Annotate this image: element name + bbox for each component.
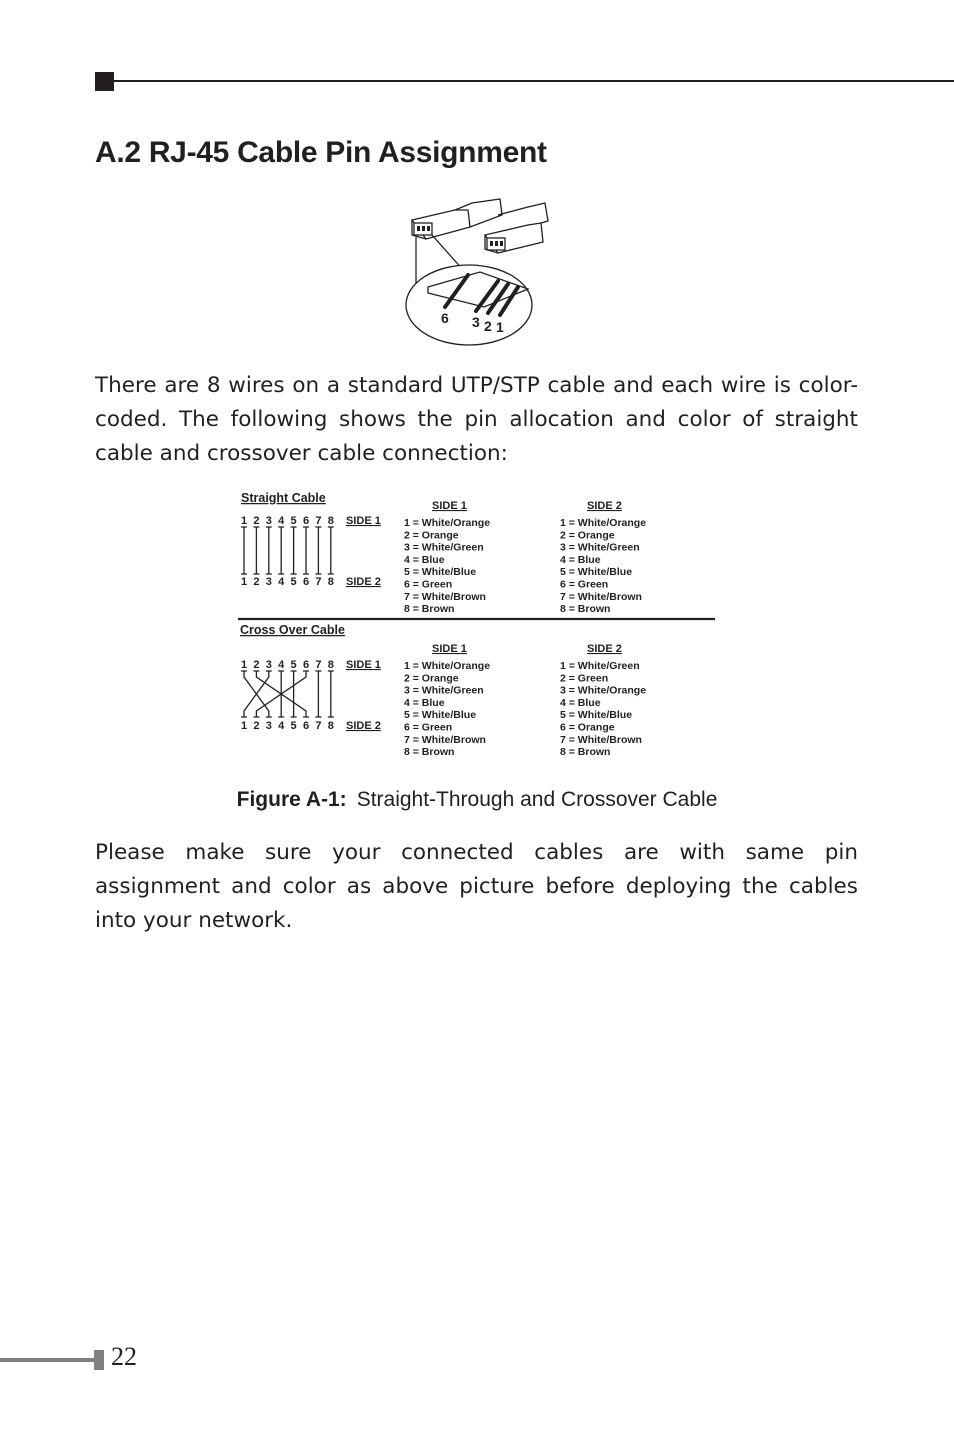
crossover-wire [241, 671, 272, 717]
crossover-side1-tag: SIDE 1 [346, 659, 381, 671]
straight-wire [241, 527, 247, 574]
straight-side2-tag: SIDE 2 [346, 576, 381, 588]
section-heading: A.2 RJ-45 Cable Pin Assignment [95, 136, 547, 169]
straight-side2-entry: 6 = Green [560, 578, 609, 591]
plug-pin-label: 2 [484, 318, 492, 334]
crossover-pin-bottom: 1 [240, 720, 248, 732]
straight-pin-top: 8 [327, 515, 334, 527]
page-footer [0, 1340, 200, 1380]
straight-side2-entry: 3 = White/Green [560, 541, 640, 554]
crossover-side1-header: SIDE 1 [432, 643, 467, 655]
crossover-side2-entry: 4 = Blue [560, 696, 601, 709]
crossover-side2-entry: 6 = Orange [560, 721, 615, 734]
straight-side2-entry: 8 = Brown [560, 603, 611, 616]
straight-pin-top: 2 [253, 515, 260, 527]
straight-side1-entry: 3 = White/Green [404, 541, 484, 554]
crossover-side1-entry: 6 = Green [404, 721, 453, 734]
straight-wire [328, 527, 334, 574]
figure-caption-label: Figure A-1: [236, 788, 347, 811]
straight-wire [291, 527, 297, 574]
crossover-pin-bottom: 4 [278, 720, 285, 732]
crossover-pin-top: 2 [253, 659, 260, 671]
straight-side2-entry: 4 = Blue [560, 553, 601, 566]
page-number: 22 [111, 1342, 137, 1371]
header-square [95, 72, 114, 91]
plug-pin-label: 6 [441, 310, 449, 326]
straight-pin-bottom: 2 [253, 576, 260, 588]
crossover-side1-entry: 1 = White/Orange [404, 660, 491, 672]
straight-wire [253, 527, 259, 574]
crossover-side2-entry: 1 = White/Green [560, 660, 640, 672]
crossover-pin-top: 6 [302, 659, 310, 671]
straight-pin-top: 5 [290, 515, 297, 527]
straight-side2-entry: 7 = White/Brown [560, 590, 642, 603]
straight-side1-entry: 7 = White/Brown [404, 590, 486, 603]
crossover-pin-bottom: 8 [327, 720, 334, 732]
straight-pin-bottom: 3 [265, 576, 272, 588]
crossover-wire [315, 671, 321, 717]
crossover-pin-bottom: 6 [302, 720, 310, 732]
footer-line [0, 1358, 96, 1362]
crossover-pin-top: 7 [315, 659, 322, 671]
intro-paragraph: There are 8 wires on a standard UTP/STP cable and each wire is color-coded. The following shows the pin allocation and color of straight cable and crossover cable connection: [95, 373, 858, 466]
straight-side1-entry: 8 = Brown [404, 603, 455, 616]
crossover-side1-entry: 7 = White/Brown [404, 733, 486, 746]
crossover-side2-entry: 7 = White/Brown [560, 733, 642, 746]
straight-pin-top: 6 [302, 515, 310, 527]
crossover-pin-bottom: 2 [253, 720, 260, 732]
straight-pin-bottom: 1 [240, 576, 248, 588]
straight-side1-entry: 2 = Orange [404, 529, 459, 542]
straight-side2-header: SIDE 2 [587, 500, 622, 512]
crossover-side2-entry: 8 = Brown [560, 746, 611, 759]
straight-side1-tag: SIDE 1 [346, 515, 381, 527]
straight-side2-entry: 5 = White/Blue [560, 566, 633, 579]
page-header-rule [95, 70, 954, 92]
straight-pin-top: 7 [315, 515, 322, 527]
crossover-pin-bottom: 5 [290, 720, 297, 732]
straight-side2-entry: 1 = White/Orange [560, 517, 647, 529]
straight-side1-entry: 1 = White/Orange [404, 517, 491, 529]
plug-pin-label: 3 [472, 314, 480, 330]
crossover-pin-top: 8 [327, 659, 334, 671]
crossover-wire [328, 671, 334, 717]
crossover-wire [291, 671, 297, 717]
crossover-side2-tag: SIDE 2 [346, 720, 381, 732]
straight-side1-entry: 5 = White/Blue [404, 566, 477, 579]
straight-pin-top: 1 [240, 515, 248, 527]
straight-cable-title: Straight Cable [241, 491, 326, 505]
crossover-pin-top: 3 [265, 659, 272, 671]
crossover-side1-entry: 8 = Brown [404, 746, 455, 759]
straight-wire [278, 527, 284, 574]
crossover-side1-entry: 5 = White/Blue [404, 709, 477, 722]
straight-pin-bottom: 8 [327, 576, 334, 588]
straight-side1-header: SIDE 1 [432, 500, 467, 512]
crossover-pin-top: 5 [290, 659, 297, 671]
straight-pin-top: 3 [265, 515, 272, 527]
rj45-plug-illustration [400, 195, 560, 355]
straight-wire [315, 527, 321, 574]
crossover-cable-title: Cross Over Cable [240, 623, 345, 637]
straight-pin-bottom: 7 [315, 576, 322, 588]
crossover-side2-entry: 2 = Green [560, 672, 609, 685]
crossover-side2-entry: 3 = White/Orange [560, 684, 647, 697]
figure-caption-text: Straight-Through and Crossover Cable [356, 788, 718, 811]
crossover-pin-bottom: 7 [315, 720, 322, 732]
straight-pin-top: 4 [278, 515, 285, 527]
straight-pin-bottom: 4 [278, 576, 285, 588]
crossover-pin-bottom: 3 [265, 720, 272, 732]
crossover-side1-entry: 3 = White/Green [404, 684, 484, 697]
crossover-pin-top: 4 [278, 659, 285, 671]
closing-paragraph: Please make sure your connected cables are with same pin assignment and color as above picture before deploying the cables into your network. [95, 840, 858, 933]
straight-pin-bottom: 6 [302, 576, 310, 588]
crossover-pin-top: 1 [240, 659, 248, 671]
straight-side1-entry: 4 = Blue [404, 553, 445, 566]
header-line [114, 80, 954, 82]
footer-block [94, 1350, 104, 1370]
plug-pin-label: 1 [496, 319, 504, 335]
straight-wire [303, 527, 309, 574]
straight-side2-entry: 2 = Orange [560, 529, 615, 542]
cable-wiring-diagram [230, 485, 720, 765]
crossover-side2-header: SIDE 2 [587, 643, 622, 655]
crossover-side1-entry: 4 = Blue [404, 696, 445, 709]
crossover-side2-entry: 5 = White/Blue [560, 709, 633, 722]
straight-side1-entry: 6 = Green [404, 578, 453, 591]
straight-pin-bottom: 5 [290, 576, 297, 588]
crossover-side1-entry: 2 = Orange [404, 672, 459, 685]
figure-caption [0, 788, 954, 812]
straight-wire [266, 527, 272, 574]
